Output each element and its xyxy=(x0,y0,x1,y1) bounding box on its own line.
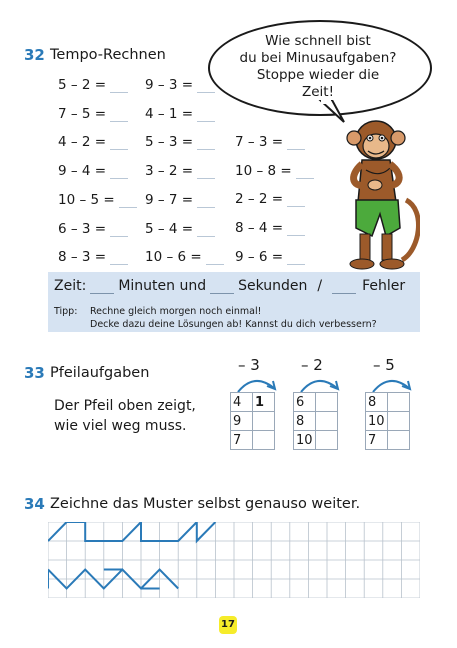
equation-row xyxy=(58,134,128,150)
result-cell[interactable] xyxy=(253,412,275,431)
exercise-32-title: Tempo-Rechnen xyxy=(50,47,166,63)
equation-row xyxy=(58,163,128,179)
exercise-34-number: 34 xyxy=(24,495,45,513)
pattern-grid[interactable] xyxy=(48,522,420,598)
equation-row xyxy=(58,77,128,93)
curved-arrow-icon xyxy=(367,372,417,394)
start-value-cell: 10 xyxy=(294,431,316,450)
arrow-task-row xyxy=(366,393,410,412)
equation-row xyxy=(145,134,215,150)
start-value-cell: 7 xyxy=(366,431,388,450)
minutes-label: Minuten und xyxy=(118,278,207,294)
arrow-operator-label: – 2 xyxy=(301,356,323,374)
start-value-cell: 8 xyxy=(294,412,316,431)
tip-text xyxy=(90,305,377,331)
answer-blank[interactable] xyxy=(287,137,305,150)
arrow-task-row xyxy=(231,393,275,412)
equation-text: 9 – 7 = xyxy=(145,191,194,208)
equation-text: 10 – 6 = xyxy=(145,249,202,266)
exercise-32-number: 32 xyxy=(24,46,45,64)
start-value-cell: 8 xyxy=(366,393,388,412)
equation-text: 8 – 3 = xyxy=(58,249,107,266)
equation-row xyxy=(235,220,305,236)
answer-blank[interactable] xyxy=(110,109,128,122)
arrow-task-row xyxy=(294,412,338,431)
time-record-row xyxy=(54,278,405,294)
exercise-33-title: Pfeilaufgaben xyxy=(50,365,150,381)
arrow-task-row xyxy=(294,393,338,412)
instruction-line-2: wie viel weg muss. xyxy=(54,418,187,434)
bubble-line-2: du bei Minusaufgaben? xyxy=(239,50,397,66)
arrow-task-row xyxy=(294,431,338,450)
equation-row xyxy=(145,163,215,179)
errors-label: Fehler xyxy=(362,278,406,294)
minutes-blank[interactable] xyxy=(90,281,114,294)
equation-text: 10 – 8 = xyxy=(235,162,292,179)
answer-blank[interactable] xyxy=(110,252,128,265)
answer-blank[interactable] xyxy=(197,166,215,179)
equation-text: 7 – 3 = xyxy=(235,134,284,150)
start-value-cell: 6 xyxy=(294,393,316,412)
equation-text: 4 – 2 = xyxy=(58,134,107,151)
answer-blank[interactable] xyxy=(110,137,128,150)
equation-text: 10 – 5 = xyxy=(58,191,115,208)
tip-label: Tipp: xyxy=(54,306,78,317)
time-label: Zeit: xyxy=(54,278,87,294)
start-value-cell: 10 xyxy=(366,412,388,431)
arrow-task-row xyxy=(231,412,275,431)
result-cell[interactable] xyxy=(316,393,338,412)
equation-row xyxy=(58,221,128,237)
start-value-cell: 4 xyxy=(231,393,253,412)
answer-blank[interactable] xyxy=(287,194,305,207)
equation-row xyxy=(145,192,215,208)
tip-line-2: Decke dazu deine Lösungen ab! Kannst du dich verbessern? xyxy=(90,319,377,330)
answer-blank[interactable] xyxy=(110,80,128,93)
equation-text: 5 – 2 = xyxy=(58,77,107,93)
bubble-line-3: Stoppe wieder die xyxy=(256,67,380,83)
answer-blank[interactable] xyxy=(206,252,224,265)
monkey-illustration xyxy=(340,110,420,275)
answer-blank[interactable] xyxy=(296,166,314,179)
exercise-34-title: Zeichne das Muster selbst genauso weiter. xyxy=(50,496,361,512)
equation-row xyxy=(145,221,215,237)
exercise-33-number: 33 xyxy=(24,364,45,382)
slash-separator: / xyxy=(317,278,323,294)
arrow-task-table xyxy=(293,392,338,450)
equation-text: 5 – 4 = xyxy=(145,220,194,237)
exercise-33-instruction xyxy=(54,396,196,436)
bubble-line-1: Wie schnell bist xyxy=(265,33,371,49)
arrow-task-table xyxy=(365,392,410,450)
equation-text: 4 – 1 = xyxy=(145,105,194,122)
arrow-task-row xyxy=(366,431,410,450)
pattern-line-top xyxy=(48,522,215,541)
bubble-line-4: Zeit! xyxy=(301,84,334,100)
arrow-task-row xyxy=(231,431,275,450)
equation-text: 9 – 4 = xyxy=(58,163,107,180)
equation-row xyxy=(58,106,128,122)
equation-row xyxy=(235,163,314,179)
answer-blank[interactable] xyxy=(197,137,215,150)
result-cell[interactable] xyxy=(388,393,410,412)
equation-text: 2 – 2 = xyxy=(235,191,284,208)
answer-blank[interactable] xyxy=(197,195,215,208)
equation-row xyxy=(58,192,137,208)
result-cell[interactable] xyxy=(316,431,338,450)
equation-row xyxy=(145,77,215,93)
arrow-task-row xyxy=(366,412,410,431)
equation-text: 9 – 6 = xyxy=(235,248,284,265)
result-cell[interactable] xyxy=(388,431,410,450)
equation-text: 3 – 2 = xyxy=(145,163,194,180)
arrow-task-table xyxy=(230,392,275,450)
answer-blank[interactable] xyxy=(119,195,137,208)
answer-blank[interactable] xyxy=(110,166,128,179)
start-value-cell: 9 xyxy=(231,412,253,431)
arrow-operator-label: – 5 xyxy=(373,356,395,374)
curved-arrow-icon xyxy=(295,372,345,394)
answer-blank[interactable] xyxy=(110,224,128,237)
answer-blank[interactable] xyxy=(197,109,215,122)
result-cell[interactable] xyxy=(316,412,338,431)
equation-row xyxy=(145,249,224,265)
arrow-operator-label: – 3 xyxy=(238,356,260,374)
result-cell[interactable] xyxy=(253,431,275,450)
equation-text: 5 – 3 = xyxy=(145,134,194,151)
tip-line-1: Rechne gleich morgen noch einmal! xyxy=(90,306,262,317)
equation-row xyxy=(58,249,128,265)
answer-blank[interactable] xyxy=(287,252,305,265)
equation-row xyxy=(235,191,305,207)
equation-text: 6 – 3 = xyxy=(58,220,107,237)
seconds-blank[interactable] xyxy=(210,281,234,294)
result-cell[interactable] xyxy=(388,412,410,431)
equation-text: 7 – 5 = xyxy=(58,105,107,122)
equation-row xyxy=(235,134,305,150)
speech-bubble-text xyxy=(215,33,421,101)
equation-text: 8 – 4 = xyxy=(235,220,284,237)
errors-blank[interactable] xyxy=(332,281,356,294)
seconds-label: Sekunden xyxy=(238,278,308,294)
answer-blank[interactable] xyxy=(197,224,215,237)
instruction-line-1: Der Pfeil oben zeigt, xyxy=(54,398,196,414)
equation-text: 9 – 3 = xyxy=(145,77,194,93)
answer-blank[interactable] xyxy=(287,223,305,236)
result-cell[interactable]: 1 xyxy=(253,393,275,412)
curved-arrow-icon xyxy=(232,372,282,394)
equation-row xyxy=(235,249,305,265)
equation-row xyxy=(145,106,215,122)
start-value-cell: 7 xyxy=(231,431,253,450)
page-number-badge: 17 xyxy=(219,616,237,634)
